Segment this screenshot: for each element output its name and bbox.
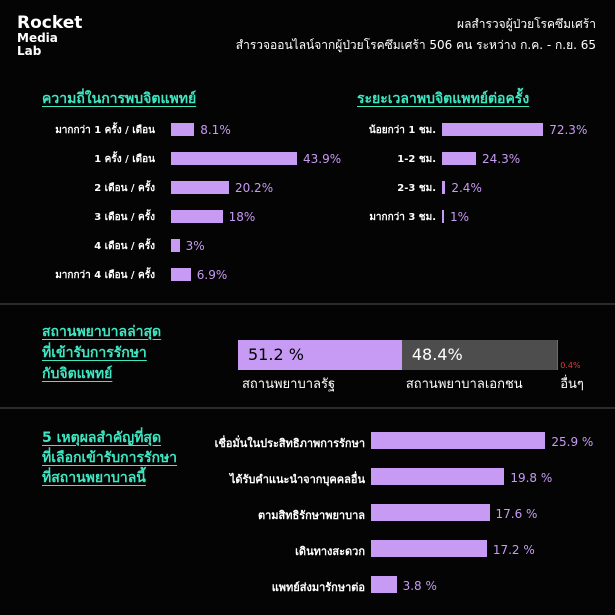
duration-bar <box>442 152 476 165</box>
reason-category-label: แพทย์ส่งมารักษาต่อ <box>271 581 365 594</box>
duration-chart-title: ระยะเวลาพบจิตแพทย์ต่อครั้ง <box>357 91 530 107</box>
reasons-chart-title <box>42 428 177 488</box>
brand-line-1: Rocket <box>17 13 83 33</box>
reason-value-label: 3.8 % <box>402 579 437 593</box>
frequency-bar <box>171 181 229 194</box>
frequency-bar <box>171 152 297 165</box>
brand-line-3: Lab <box>17 44 42 58</box>
header-subtitle: สำรวจออนไลน์จากผู้ป่วยโรคซึมเศร้า 506 คน ระหว่าง ก.ค. - ก.ย. 65 <box>235 38 596 52</box>
reason-bar <box>371 540 487 557</box>
reasons-title-line-1: 5 เหตุผลสำคัญที่สุด <box>42 430 162 446</box>
hospital-category-label: สถานพยาบาลรัฐ <box>242 377 336 392</box>
reason-category-label: ตามสิทธิรักษาพยาบาล <box>257 509 365 522</box>
reason-bar <box>371 468 504 485</box>
frequency-value-label: 18% <box>228 210 256 224</box>
frequency-value-label: 20.2% <box>234 181 274 195</box>
reason-bar <box>371 504 490 521</box>
frequency-category-label: 4 เดือน / ครั้ง <box>94 241 155 252</box>
reason-value-label: 25.9 % <box>551 435 594 449</box>
hospital-value-label: 51.2 % <box>248 345 304 364</box>
reason-value-label: 19.8 % <box>510 471 553 485</box>
frequency-category-label: มากกว่า 1 ครั้ง / เดือน <box>55 125 155 136</box>
frequency-category-label: 3 เดือน / ครั้ง <box>94 212 155 223</box>
duration-category-label: น้อยกว่า 1 ชม. <box>368 125 436 136</box>
frequency-category-label: มากกว่า 4 เดือน / ครั้ง <box>55 270 155 281</box>
duration-value-label: 1% <box>450 210 470 224</box>
frequency-category-label: 2 เดือน / ครั้ง <box>94 183 155 194</box>
duration-value-label: 24.3% <box>482 152 521 166</box>
hospital-value-label: 48.4% <box>411 345 463 364</box>
frequency-bar <box>171 210 223 223</box>
divider-2 <box>0 407 615 409</box>
reasons-title-line-2: ที่เลือกเข้ารับการรักษา <box>42 450 178 466</box>
hospital-category-label: อื่นๆ <box>560 377 584 392</box>
reason-category-label: เดินทางสะดวก <box>295 545 365 558</box>
reason-bar <box>371 432 545 449</box>
reason-category-label: ได้รับคำแนะนำจากบุคคลอื่น <box>229 473 365 486</box>
frequency-value-label: 3% <box>185 239 205 253</box>
duration-category-label: 2-3 ชม. <box>397 183 436 194</box>
hospital-chart-title <box>42 322 161 385</box>
frequency-value-label: 43.9% <box>302 152 342 166</box>
divider-1 <box>0 303 615 305</box>
header-title: ผลสำรวจผู้ป่วยโรคซึมเศร้า <box>457 17 596 31</box>
brand-line-2: Media <box>17 31 58 45</box>
reasons-title-line-3: ที่สถานพยาบาลนี้ <box>42 470 146 486</box>
hospital-title-line-3: กับจิตแพทย์ <box>42 366 113 382</box>
hospital-value-label: 0.4% <box>560 361 581 370</box>
reason-category-label: เชื่อมั่นในประสิทธิภาพการรักษา <box>214 437 365 450</box>
hospital-category-label: สถานพยาบาลเอกชน <box>405 377 523 392</box>
frequency-chart-title: ความถี่ในการพบจิตแพทย์ <box>42 91 197 107</box>
frequency-bar <box>171 239 180 252</box>
reason-value-label: 17.6 % <box>495 507 538 521</box>
frequency-value-label: 8.1% <box>200 123 231 137</box>
frequency-bar <box>171 123 194 136</box>
frequency-category-label: 1 ครั้ง / เดือน <box>94 154 155 165</box>
header <box>236 14 596 56</box>
duration-category-label: มากกว่า 3 ชม. <box>369 212 436 223</box>
duration-value-label: 2.4% <box>451 181 482 195</box>
frequency-value-label: 6.9% <box>196 268 228 282</box>
duration-bar <box>442 181 445 194</box>
duration-value-label: 72.3% <box>549 123 588 137</box>
duration-category-label: 1-2 ชม. <box>397 154 436 165</box>
brand-logo <box>17 14 82 58</box>
hospital-bar-segment <box>557 340 559 370</box>
hospital-title-line-1: สถานพยาบาลล่าสุด <box>42 324 162 340</box>
frequency-bar <box>171 268 191 281</box>
hospital-title-line-2: ที่เข้ารับการรักษา <box>42 345 147 361</box>
reason-value-label: 17.2 % <box>492 543 535 557</box>
duration-bar <box>442 123 543 136</box>
reason-bar <box>371 576 397 593</box>
duration-bar <box>442 210 444 223</box>
